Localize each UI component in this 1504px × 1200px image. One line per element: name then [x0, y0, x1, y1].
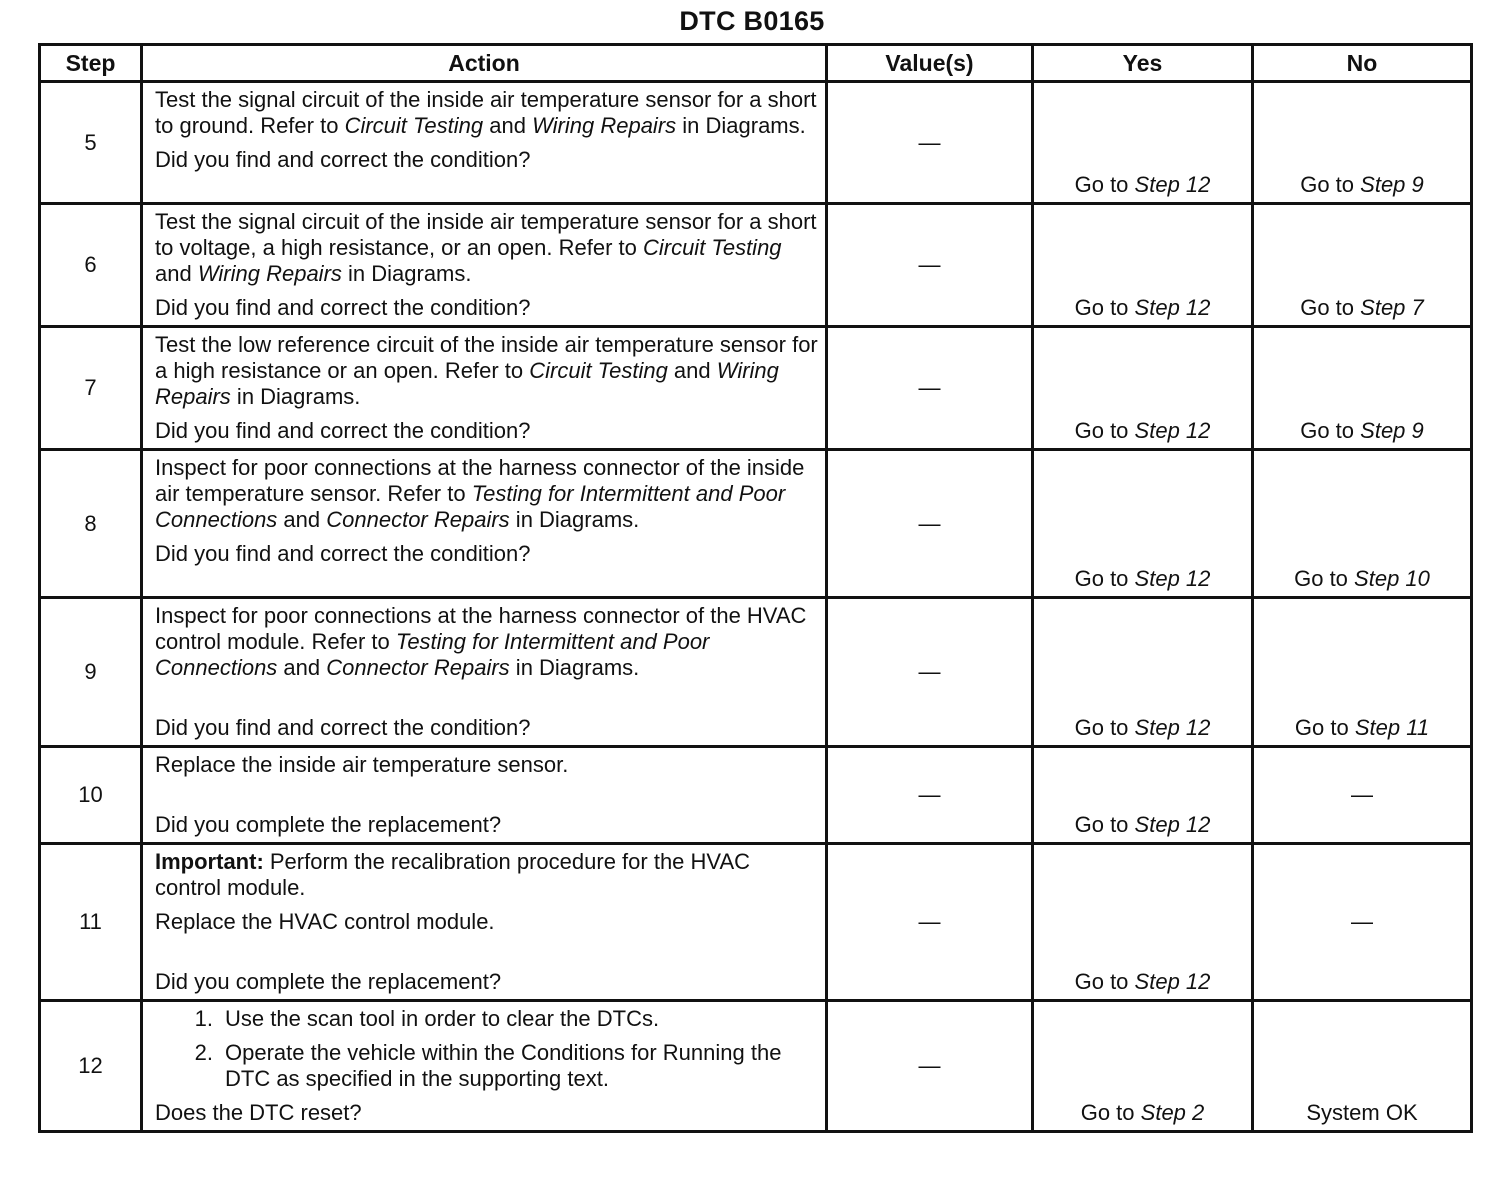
action-text: Replace the HVAC control module. [155, 909, 495, 934]
action-question: Did you find and correct the condition? [155, 418, 531, 443]
no-cell: Go to Step 7 [1253, 204, 1472, 327]
action-question: Did you find and correct the condition? [155, 295, 531, 320]
no-cell: Go to Step 9 [1253, 82, 1472, 204]
action-question: Did you complete the replacement? [155, 969, 502, 994]
diagnostic-table [38, 43, 1473, 1133]
action-cell [142, 327, 827, 450]
yes-cell: Go to Step 12 [1033, 204, 1253, 327]
step-number: 11 [40, 844, 142, 1001]
action-cell [142, 450, 827, 598]
action-question: Did you find and correct the condition? [155, 715, 531, 740]
header-no: No [1253, 45, 1472, 82]
yes-cell: Go to Step 12 [1033, 82, 1253, 204]
action-text: Test the low reference circuit of the inside air temperature sensor for a high resistance or an open. Refer to Circuit Testing and Wiring Repairs in Diagrams. [155, 332, 818, 409]
header-yes: Yes [1033, 45, 1253, 82]
table-row [40, 1001, 1472, 1132]
value-cell: — [827, 204, 1033, 327]
value-cell: — [827, 747, 1033, 844]
page-title: DTC B0165 [679, 6, 825, 36]
action-text: Inspect for poor connections at the harness connector of the inside air temperature sensor. Refer to Testing for Intermittent and Poor Connections and Connector Repairs in Diagrams. [155, 455, 805, 532]
action-text: Inspect for poor connections at the harness connector of the HVAC control module. Refer to Testing for Intermittent and Poor Connections and Connector Repairs in Diagrams. [155, 603, 807, 680]
action-question: Did you find and correct the condition? [155, 147, 531, 172]
yes-cell: Go to Step 12 [1033, 844, 1253, 1001]
list-item: 1. Use the scan tool in order to clear the DTCs. [194, 1006, 660, 1031]
value-cell: — [827, 1001, 1033, 1132]
step-number: 10 [40, 747, 142, 844]
important-note: Important: Perform the recalibration procedure for the HVAC control module. [155, 849, 751, 900]
procedure-list [155, 1006, 819, 1092]
action-text: Replace the inside air temperature sensor. [155, 752, 569, 777]
no-cell: — [1253, 844, 1472, 1001]
no-cell: Go to Step 10 [1253, 450, 1472, 598]
table-row [40, 204, 1472, 327]
value-cell: — [827, 844, 1033, 1001]
action-cell [142, 1001, 827, 1132]
step-number: 7 [40, 327, 142, 450]
action-text: Test the signal circuit of the inside air temperature sensor for a short to ground. Refer to Circuit Testing and Wiring Repairs in Diagrams. [155, 87, 817, 138]
yes-cell: Go to Step 12 [1033, 327, 1253, 450]
no-cell: — [1253, 747, 1472, 844]
action-cell [142, 598, 827, 747]
value-cell: — [827, 82, 1033, 204]
header-values: Value(s) [827, 45, 1033, 82]
step-number: 12 [40, 1001, 142, 1132]
no-cell: Go to Step 11 [1253, 598, 1472, 747]
yes-cell: Go to Step 12 [1033, 747, 1253, 844]
header-step: Step [40, 45, 142, 82]
action-cell [142, 82, 827, 204]
yes-cell: Go to Step 2 [1033, 1001, 1253, 1132]
action-cell [142, 747, 827, 844]
action-question: Does the DTC reset? [155, 1100, 362, 1125]
yes-cell: Go to Step 12 [1033, 598, 1253, 747]
table-row [40, 598, 1472, 747]
table-row [40, 844, 1472, 1001]
value-cell: — [827, 450, 1033, 598]
action-cell [142, 844, 827, 1001]
step-number: 8 [40, 450, 142, 598]
value-cell: — [827, 327, 1033, 450]
no-cell: Go to Step 9 [1253, 327, 1472, 450]
action-cell [142, 204, 827, 327]
action-question: Did you complete the replacement? [155, 812, 502, 837]
yes-cell: Go to Step 12 [1033, 450, 1253, 598]
table-row [40, 747, 1472, 844]
table-row [40, 450, 1472, 598]
step-number: 5 [40, 82, 142, 204]
action-question: Did you find and correct the condition? [155, 541, 531, 566]
value-cell: — [827, 598, 1033, 747]
header-row [40, 45, 1472, 82]
table-row [40, 327, 1472, 450]
header-action: Action [142, 45, 827, 82]
step-number: 6 [40, 204, 142, 327]
list-item: 2. Operate the vehicle within the Conditions for Running the DTC as specified in the supporting text. [194, 1040, 782, 1091]
action-text: Test the signal circuit of the inside air temperature sensor for a short to voltage, a high resistance, or an open. Refer to Circuit Testing and Wiring Repairs in Diagrams. [155, 209, 817, 286]
table-row [40, 82, 1472, 204]
no-cell: System OK [1253, 1001, 1472, 1132]
step-number: 9 [40, 598, 142, 747]
